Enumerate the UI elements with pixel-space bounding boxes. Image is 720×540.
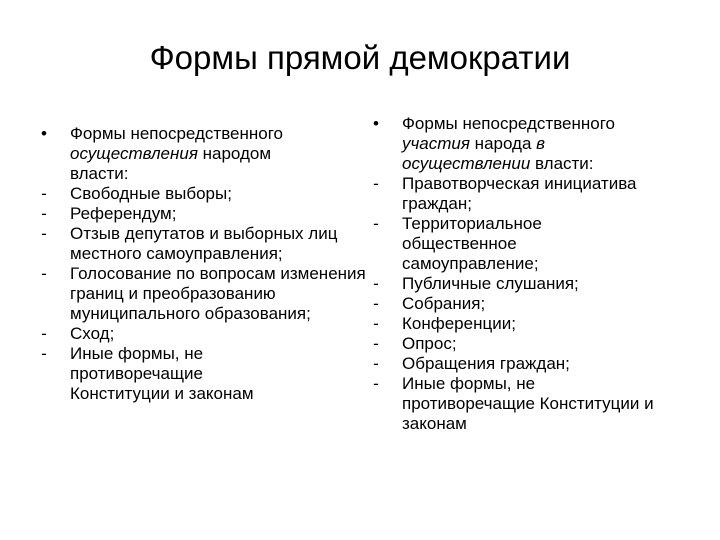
dash-marker: -: [373, 214, 379, 233]
right-list-item: [366, 214, 642, 274]
bullet-marker: •: [41, 124, 47, 143]
dash-marker: -: [41, 344, 47, 363]
left-item-text: Голосование по вопросам изменения границ и преобразованию муниципального образования;: [70, 264, 366, 323]
left-heading: [34, 124, 328, 184]
dash-marker: -: [373, 174, 379, 193]
right-item-text: Опрос;: [402, 334, 457, 353]
left-item-text: Свободные выборы;: [70, 184, 232, 203]
dash-marker: -: [41, 324, 47, 343]
right-list-item: [366, 174, 696, 214]
right-list-item: [366, 294, 696, 314]
dash-marker: -: [373, 314, 379, 333]
right-item-text: Территориальное общественное самоуправление;: [402, 214, 542, 273]
right-item-text: Собрания;: [402, 294, 486, 313]
left-item-text: Иные формы, не противоречащие Конституции и законам: [70, 344, 254, 403]
left-list-item: [34, 184, 356, 204]
slide-title: Формы прямой демократии: [149, 39, 571, 76]
left-list-item: [34, 224, 366, 264]
left-heading-part1: Формы непосредственного: [70, 124, 284, 143]
right-heading-part3: народа: [469, 134, 537, 153]
left-item-text: Сход;: [70, 324, 115, 343]
left-list-item: [34, 344, 290, 404]
dash-marker: -: [41, 184, 47, 203]
dash-marker: -: [373, 294, 379, 313]
right-list-item: [366, 354, 696, 374]
right-item-text: Иные формы, не противоречащие Конституции и законам: [402, 374, 654, 433]
left-heading-text: [70, 124, 328, 184]
dash-marker: -: [373, 274, 379, 293]
left-list-item: [34, 264, 366, 324]
right-heading-italic-1: участия: [402, 134, 470, 153]
dash-marker: -: [373, 334, 379, 353]
right-heading-italic-2: в осуществлении: [402, 134, 546, 173]
left-item-text: Отзыв депутатов и выборных лиц местного самоуправления;: [70, 224, 338, 263]
right-item-text: Правотворческая инициатива граждан;: [402, 174, 637, 213]
right-item-text: Обращения граждан;: [402, 354, 570, 373]
right-heading-part1: Формы непосредственного: [402, 114, 616, 133]
right-item-text: Публичные слушания;: [402, 274, 579, 293]
dash-marker: -: [41, 264, 47, 283]
right-heading: [366, 114, 672, 174]
dash-marker: -: [373, 374, 379, 393]
right-heading-part5: власти:: [530, 154, 594, 173]
right-column: [366, 114, 696, 434]
dash-marker: -: [41, 204, 47, 223]
left-heading-italic: осуществления: [70, 144, 198, 163]
dash-marker: -: [41, 224, 47, 243]
right-list-item: [366, 274, 696, 294]
right-list-item: [366, 374, 662, 434]
right-heading-text: [402, 114, 672, 174]
bullet-marker: •: [373, 114, 379, 133]
left-list-item: [34, 324, 356, 344]
left-heading-part3: народом власти:: [70, 144, 272, 183]
right-item-text: Конференции;: [402, 314, 516, 333]
right-list-item: [366, 314, 696, 334]
left-item-text: Референдум;: [70, 204, 177, 223]
left-column: [34, 124, 366, 404]
dash-marker: -: [373, 354, 379, 373]
left-list-item: [34, 204, 356, 224]
right-list-item: [366, 334, 696, 354]
